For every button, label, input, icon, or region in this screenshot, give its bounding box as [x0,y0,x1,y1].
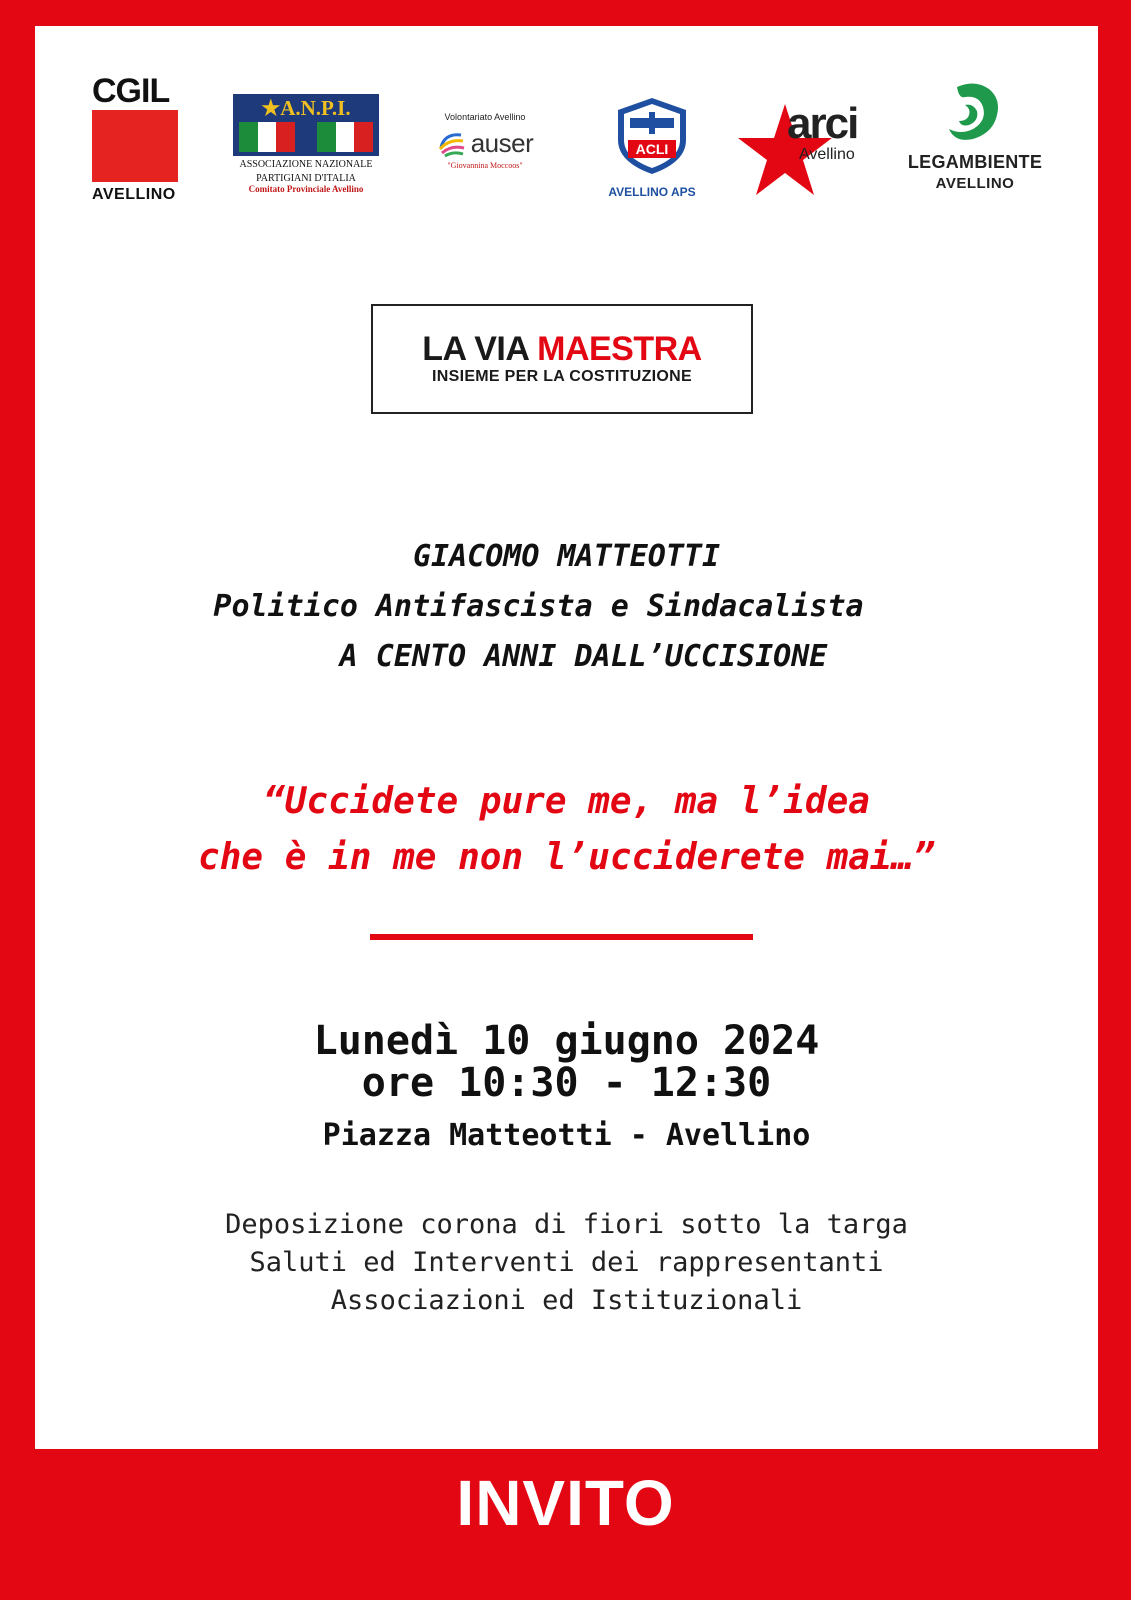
legambiente-logo [895,81,1055,192]
legambiente-logo-city: AVELLINO [935,175,1015,192]
auser-logo-name: auser [470,128,534,158]
event-headline [35,532,1098,682]
event-time: ore 10:30 - 12:30 [361,1060,772,1106]
invitation-label: INVITO [456,1467,675,1539]
campaign-title [373,330,751,368]
poster-frame [35,26,1098,1449]
event-datetime [35,1020,1098,1104]
anpi-logo-line2: PARTIGIANI D'ITALIA [256,173,356,184]
italian-flag-icon [239,122,295,152]
campaign-logo-box [371,304,753,414]
acli-logo-mark: ACLI [635,141,669,157]
swan-icon [943,81,1007,143]
campaign-subtitle: INSIEME PER LA COSTITUZIONE [432,368,692,385]
headline-line2: Politico Antifascista e Sindacalista [213,589,864,624]
anpi-logo-name: ★A.N.P.I. [261,96,351,120]
anpi-logo [233,94,379,195]
anpi-logo-line3: Comitato Provinciale Avellino [248,184,364,194]
headline-line3: A CENTO ANNI DALL’UCCISIONE [339,639,828,674]
legambiente-logo-name: LEGAMBIENTE [907,152,1043,172]
red-divider [370,934,753,940]
cgil-red-block [92,110,178,182]
program-item: Deposizione corona di fiori sotto la targa [225,1209,908,1240]
quote-line1: “Uccidete pure me, ma l’idea [263,781,870,822]
event-place: Piazza Matteotti - Avellino [322,1118,811,1153]
acli-logo [597,96,707,199]
cgil-logo [92,74,182,204]
auser-swirl-icon [437,129,467,159]
cgil-logo-city: AVELLINO [92,186,176,203]
auser-logo-sub: "Giovannina Moccoos" [447,161,523,170]
event-date: Lunedì 10 giugno 2024 [313,1018,820,1064]
event-program [35,1206,1098,1320]
acli-logo-city: AVELLINO APS [608,185,696,199]
campaign-title-part1: LA VIA [422,330,538,368]
acli-shield-icon [614,96,690,176]
anpi-flag-badge [233,94,379,156]
auser-logo-top: Volontariato Avellino [444,112,526,122]
arci-logo-name: arci [787,99,858,148]
anpi-logo-line1: ASSOCIAZIONE NAZIONALE [239,159,373,170]
headline-line1: GIACOMO MATTEOTTI [412,539,721,574]
campaign-title-part2: MAESTRA [537,330,702,368]
matteotti-quote [35,774,1098,886]
quote-line2: che è in me non l’ucciderete mai…” [198,837,935,878]
arci-logo [735,100,875,220]
cgil-logo-name: CGIL [92,72,170,110]
italian-flag-icon [317,122,373,152]
program-item: Associazioni ed Istituzionali [330,1285,803,1316]
program-item: Saluti ed Interventi dei rappresentanti [249,1247,884,1278]
auser-logo [420,112,550,170]
arci-logo-city: Avellino [799,146,855,163]
